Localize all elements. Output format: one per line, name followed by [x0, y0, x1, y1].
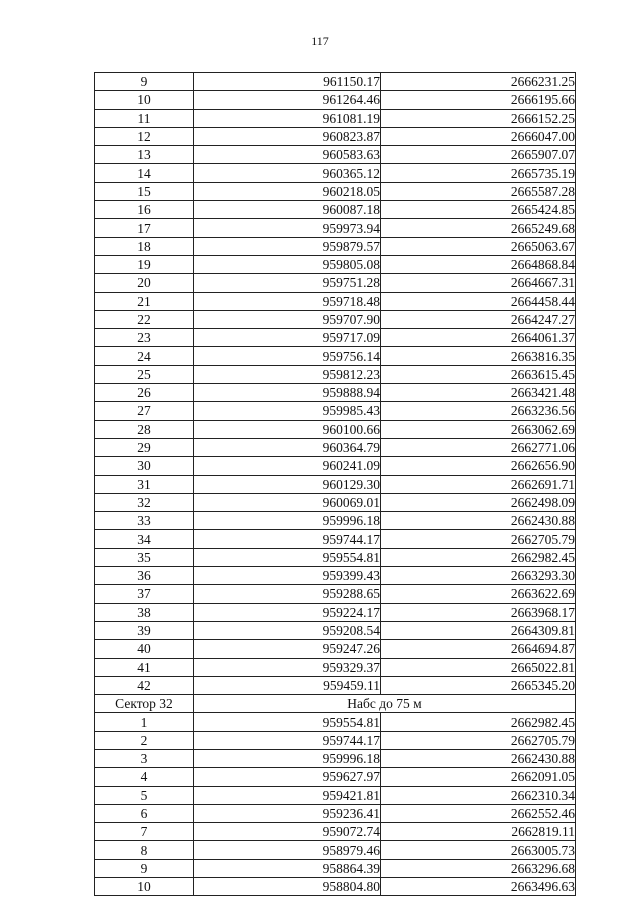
- point-number: 36: [95, 567, 194, 585]
- coordinate-y: 2663968.17: [381, 603, 576, 621]
- coordinate-y: 2666195.66: [381, 91, 576, 109]
- table-row: [95, 237, 576, 255]
- sector-header: Набс до 75 м: [194, 695, 576, 713]
- coordinate-x: 959756.14: [194, 347, 381, 365]
- table-row: [95, 164, 576, 182]
- coordinate-x: 959879.57: [194, 237, 381, 255]
- coordinate-y: 2663615.45: [381, 365, 576, 383]
- coordinate-y: 2662982.45: [381, 548, 576, 566]
- coordinate-y: 2665249.68: [381, 219, 576, 237]
- table-row: [95, 182, 576, 200]
- coordinate-x: 959459.11: [194, 676, 381, 694]
- coordinate-x: 959996.18: [194, 512, 381, 530]
- point-number: 27: [95, 402, 194, 420]
- point-number: 2: [95, 731, 194, 749]
- coordinate-y: 2664309.81: [381, 621, 576, 639]
- coordinate-y: 2665587.28: [381, 182, 576, 200]
- coordinate-y: 2665907.07: [381, 146, 576, 164]
- point-number: 13: [95, 146, 194, 164]
- coordinate-y: 2663421.48: [381, 384, 576, 402]
- coordinate-x: 958979.46: [194, 841, 381, 859]
- coordinate-x: 960823.87: [194, 127, 381, 145]
- coordinate-x: 959805.08: [194, 255, 381, 273]
- point-number: 14: [95, 164, 194, 182]
- coordinate-x: 959973.94: [194, 219, 381, 237]
- point-number: 30: [95, 457, 194, 475]
- coordinate-y: 2664247.27: [381, 310, 576, 328]
- coordinate-x: 959812.23: [194, 365, 381, 383]
- table-row: [95, 567, 576, 585]
- table-row: [95, 384, 576, 402]
- point-number: 6: [95, 804, 194, 822]
- coordinate-x: 958804.80: [194, 878, 381, 896]
- table-row: [95, 475, 576, 493]
- coordinate-y: 2662819.11: [381, 823, 576, 841]
- table-row: [95, 658, 576, 676]
- coordinate-x: 959717.09: [194, 329, 381, 347]
- point-number: 26: [95, 384, 194, 402]
- coordinate-y: 2664458.44: [381, 292, 576, 310]
- point-number: 9: [95, 859, 194, 877]
- table-row: [95, 530, 576, 548]
- table-row: [95, 493, 576, 511]
- coordinate-x: 959288.65: [194, 585, 381, 603]
- table-row: [95, 127, 576, 145]
- point-number: 19: [95, 255, 194, 273]
- point-number: 24: [95, 347, 194, 365]
- coordinate-y: 2663005.73: [381, 841, 576, 859]
- coordinate-y: 2662430.88: [381, 512, 576, 530]
- point-number: 39: [95, 621, 194, 639]
- coordinate-x: 960087.18: [194, 201, 381, 219]
- point-number: 9: [95, 73, 194, 91]
- point-number: 23: [95, 329, 194, 347]
- table-row: [95, 146, 576, 164]
- coordinate-x: 959224.17: [194, 603, 381, 621]
- coordinate-x: 959751.28: [194, 274, 381, 292]
- coordinate-y: 2665022.81: [381, 658, 576, 676]
- coordinate-y: 2666047.00: [381, 127, 576, 145]
- page-number: 117: [311, 34, 329, 48]
- table-row: [95, 512, 576, 530]
- point-number: 17: [95, 219, 194, 237]
- table-row: [95, 786, 576, 804]
- coordinate-y: 2664667.31: [381, 274, 576, 292]
- point-number: 21: [95, 292, 194, 310]
- table-row: [95, 255, 576, 273]
- coordinates-table: [94, 72, 576, 896]
- point-number: 8: [95, 841, 194, 859]
- coordinate-x: 961081.19: [194, 109, 381, 127]
- table-row: [95, 365, 576, 383]
- coordinate-y: 2665345.20: [381, 676, 576, 694]
- table-row: [95, 585, 576, 603]
- table-row: [95, 201, 576, 219]
- coordinate-y: 2662771.06: [381, 438, 576, 456]
- coordinate-x: 959554.81: [194, 713, 381, 731]
- coordinate-x: 959985.43: [194, 402, 381, 420]
- point-number: 31: [95, 475, 194, 493]
- coordinate-x: 959744.17: [194, 731, 381, 749]
- coordinate-x: 959718.48: [194, 292, 381, 310]
- coordinate-y: 2662705.79: [381, 731, 576, 749]
- table-row: [95, 768, 576, 786]
- table-row: [95, 73, 576, 91]
- table-row: [95, 676, 576, 694]
- coordinate-x: 960129.30: [194, 475, 381, 493]
- coordinate-x: 959744.17: [194, 530, 381, 548]
- table-row: [95, 713, 576, 731]
- point-number: 1: [95, 713, 194, 731]
- table-row: [95, 438, 576, 456]
- coordinate-y: 2662091.05: [381, 768, 576, 786]
- table-row: [95, 457, 576, 475]
- point-number: 4: [95, 768, 194, 786]
- coordinate-y: 2664694.87: [381, 640, 576, 658]
- point-number: 22: [95, 310, 194, 328]
- coordinate-x: 959208.54: [194, 621, 381, 639]
- coordinate-y: 2663496.63: [381, 878, 576, 896]
- table-row: [95, 91, 576, 109]
- coordinate-x: 959247.26: [194, 640, 381, 658]
- coordinate-x: 959236.41: [194, 804, 381, 822]
- coordinate-x: 959554.81: [194, 548, 381, 566]
- coordinate-y: 2666152.25: [381, 109, 576, 127]
- coordinate-y: 2665735.19: [381, 164, 576, 182]
- coordinate-x: 959996.18: [194, 749, 381, 767]
- coordinate-x: 960365.12: [194, 164, 381, 182]
- coordinate-x: 959329.37: [194, 658, 381, 676]
- point-number: 40: [95, 640, 194, 658]
- coordinates-block-2: [95, 713, 576, 896]
- point-number: 10: [95, 91, 194, 109]
- coordinate-y: 2662656.90: [381, 457, 576, 475]
- point-number: 41: [95, 658, 194, 676]
- coordinate-y: 2662430.88: [381, 749, 576, 767]
- point-number: 38: [95, 603, 194, 621]
- coordinate-x: 959707.90: [194, 310, 381, 328]
- table-row: [95, 109, 576, 127]
- point-number: 25: [95, 365, 194, 383]
- sector-header-block: [95, 695, 576, 713]
- point-number: 15: [95, 182, 194, 200]
- point-number: 18: [95, 237, 194, 255]
- sector-header-row: [95, 695, 576, 713]
- coordinate-y: 2662310.34: [381, 786, 576, 804]
- point-number: 34: [95, 530, 194, 548]
- table-row: [95, 878, 576, 896]
- coordinate-y: 2663293.30: [381, 567, 576, 585]
- coordinate-x: 960218.05: [194, 182, 381, 200]
- table-row: [95, 603, 576, 621]
- coordinate-x: 959627.97: [194, 768, 381, 786]
- point-number: 42: [95, 676, 194, 694]
- point-number: 10: [95, 878, 194, 896]
- table-row: [95, 420, 576, 438]
- point-number: 5: [95, 786, 194, 804]
- table-row: [95, 621, 576, 639]
- coordinate-y: 2663296.68: [381, 859, 576, 877]
- coordinate-y: 2662498.09: [381, 493, 576, 511]
- point-number: 33: [95, 512, 194, 530]
- point-number: 11: [95, 109, 194, 127]
- sector-label: Сектор 32: [95, 695, 194, 713]
- coordinate-y: 2662552.46: [381, 804, 576, 822]
- point-number: 28: [95, 420, 194, 438]
- table-row: [95, 640, 576, 658]
- coordinate-y: 2664061.37: [381, 329, 576, 347]
- coordinate-x: 960241.09: [194, 457, 381, 475]
- table-row: [95, 859, 576, 877]
- coordinate-x: 959072.74: [194, 823, 381, 841]
- coordinate-x: 958864.39: [194, 859, 381, 877]
- table-row: [95, 823, 576, 841]
- coordinate-x: 961264.46: [194, 91, 381, 109]
- coordinates-block-1: [95, 73, 576, 695]
- coordinate-x: 959888.94: [194, 384, 381, 402]
- coordinate-y: 2663622.69: [381, 585, 576, 603]
- table-row: [95, 804, 576, 822]
- coordinate-x: 959399.43: [194, 567, 381, 585]
- coordinate-y: 2665424.85: [381, 201, 576, 219]
- table-row: [95, 749, 576, 767]
- coordinate-y: 2664868.84: [381, 255, 576, 273]
- table-row: [95, 347, 576, 365]
- table-row: [95, 292, 576, 310]
- coordinate-y: 2662691.71: [381, 475, 576, 493]
- coordinate-x: 960583.63: [194, 146, 381, 164]
- coordinate-y: 2663236.56: [381, 402, 576, 420]
- point-number: 7: [95, 823, 194, 841]
- coordinate-y: 2662982.45: [381, 713, 576, 731]
- table-row: [95, 548, 576, 566]
- coordinate-y: 2666231.25: [381, 73, 576, 91]
- table-row: [95, 310, 576, 328]
- point-number: 29: [95, 438, 194, 456]
- point-number: 12: [95, 127, 194, 145]
- coordinate-x: 960364.79: [194, 438, 381, 456]
- table-row: [95, 274, 576, 292]
- point-number: 32: [95, 493, 194, 511]
- coordinate-y: 2662705.79: [381, 530, 576, 548]
- coordinate-x: 960100.66: [194, 420, 381, 438]
- table-row: [95, 731, 576, 749]
- coordinate-y: 2665063.67: [381, 237, 576, 255]
- point-number: 16: [95, 201, 194, 219]
- point-number: 3: [95, 749, 194, 767]
- table-row: [95, 841, 576, 859]
- coordinate-x: 961150.17: [194, 73, 381, 91]
- coordinate-x: 960069.01: [194, 493, 381, 511]
- table-row: [95, 402, 576, 420]
- table-row: [95, 219, 576, 237]
- point-number: 35: [95, 548, 194, 566]
- coordinate-y: 2663816.35: [381, 347, 576, 365]
- coordinate-x: 959421.81: [194, 786, 381, 804]
- table-row: [95, 329, 576, 347]
- coordinate-y: 2663062.69: [381, 420, 576, 438]
- point-number: 37: [95, 585, 194, 603]
- point-number: 20: [95, 274, 194, 292]
